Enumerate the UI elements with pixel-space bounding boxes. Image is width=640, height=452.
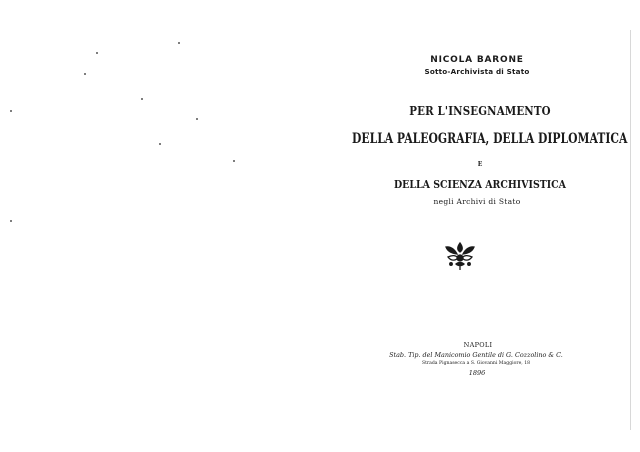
ink-speck	[233, 160, 235, 162]
title-page	[320, 0, 640, 452]
imprint-city: NAPOLI	[463, 341, 493, 349]
ink-speck	[141, 98, 143, 100]
title-conjunction: E	[477, 161, 483, 168]
title-line-3: DELLA SCIENZA ARCHIVISTICA	[393, 177, 567, 191]
ink-speck	[10, 110, 12, 112]
title-line-2: DELLA PALEOGRAFIA, DELLA DIPLOMATICA	[352, 131, 628, 147]
author-name: NICOLA BARONE	[430, 55, 524, 65]
fleuron-ornament-icon	[442, 237, 478, 273]
ink-speck	[96, 52, 98, 54]
author-role: Sotto-Archivista di Stato	[424, 67, 530, 76]
imprint-address: Strada Pignasecca a S. Giovanni Maggiore, 18	[421, 361, 531, 366]
ink-speck	[10, 220, 12, 222]
ink-speck	[84, 73, 86, 75]
ink-speck	[178, 42, 180, 44]
imprint-printer: Stab. Tip. del Manicomio Gentile di G. Cozzolino & C.	[389, 351, 563, 359]
ink-speck	[159, 143, 161, 145]
subtitle: negli Archivi di Stato	[433, 197, 521, 206]
title-line-1: PER L'INSEGNAMENTO	[409, 103, 551, 118]
imprint-year: 1896	[468, 369, 486, 377]
page-edge-divider	[630, 30, 631, 430]
ink-speck	[196, 118, 198, 120]
